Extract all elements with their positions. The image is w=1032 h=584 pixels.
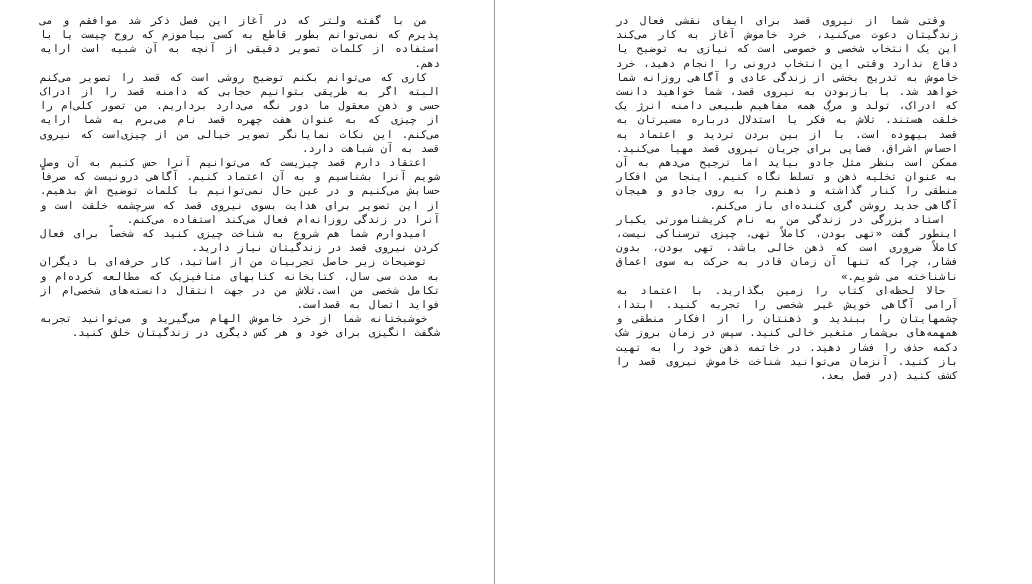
paragraph: استاد بزرگی در زندگی من به نام کریشنامورتی یکبار اینطور گفت «تهی بودن، کاملاً تهی، چیزی ترسناکی نیست، کاملاً ضروری است که ذهن خالی باشد، تهی بودن، بدون فشار، چرا که تنها آن زمان قادر به حرکت به سوی اعماق ناشناخته می شویم.»	[616, 213, 958, 283]
paragraph: توضیحات زیر حاصل تجربیات من از اساتید، کار حرفه‌ای با دیگران به مدت سی سال، کتابخانه کتابهای متافیزیک که مطالعه کرده‌ام و تکامل شخصی من است.تلاش من در جهت انتقال دانسته‌های شخصی‌ام از فواید اتصال به قصداست.	[40, 256, 440, 312]
paragraph: حالا لحظه‌ای کتاب را زمین بگذارید. با اعتماد به آرامی آگاهی خویش غیر شخصی را تجربه کنید. ابتدا، چشمهایتان را ببندید و ذهنتان را از افکار منطقی و همهمه‌های بی‌شمار متغیر خالی کنید. سپس در زمان بروز شک دکمه حذف را فشار دهید. در خاتمه ذهن خود را به تهیت باز کنید. آنزمان می‌توانید شناخت خاموش نیروی قصد را کشف کنید (در فصل بعد،	[616, 284, 958, 383]
paragraph: خوشبختانه شما از خرد خاموش الهام می‌گیرید و می‌توانید تجربه شگفت انگیزی برای خود و هر کس دیگری در زندگیتان خلق کنید.	[40, 313, 440, 340]
paragraph: من با گفته ولتر که در آغاز این فصل ذکر شد موافقم و می پذیرم که نمی‌توانم بطور قاطع به کسی بیاموزم که روح چیست یا با استفاده از کلمات تصویر دقیقی از آنچه به آن شبیه است ارایه دهم.	[40, 15, 440, 70]
page-right-text-column	[616, 14, 958, 383]
page-right	[500, 0, 1032, 584]
page-left	[0, 0, 498, 584]
paragraph: اعتقاد دارم قصد چیزیست که می‌توانیم آنرا حس کنیم به آن وصل شویم آنرا بشناسیم و به آن اعتماد کنیم. آگاهی درونیست که صرفاً حسابش می‌کنیم و در عین حال نمی‌توانیم با کلمات توضیح اش بدهیم. از این تصویر برای هدایت بسوی نیروی قصد که سرچشمه خلقت است و آنرا در زندگی روزانه‌ام فعال می‌کند استفاده می‌کنم.	[40, 157, 440, 226]
paragraph: امیدوارم شما هم شروع به شناخت چیزی کنید که شخصاً برای فعال کردن نیروی قصد در زندگیتان نیاز دارید.	[40, 228, 440, 255]
paragraph: وقتی شما از نیروی قصد برای ایفای نقشی فعال در زندگیتان دعوت می‌کنید، خرد خاموش آغاز به کار می‌کند این یک انتخاب شخصی و خصوصی است که نیازی به توضیح یا دفاع ندارد وقتی این انتخاب درونی را انجام دهید، خرد خاموش به تدریج بخشی از زندگی عادی و آگاهی روزانه شما خواهد شد. با بازبودن به نیروی قصد، شما خواهید دانست که ادراک، تولد و مرگ همه مفاهیم طبیعی دامنه انرژ یک خلقت هستند. تلاش به فکر یا استدلال درباره مسیرتان به قصد بیهوده است. با از بین بردن تردید و اعتماد به احساس اشراق، فضایی برای جریان نیروی قصد مهیا می‌کنید. ممکن است بنظر مثل جادو بیاید اما ترجیح می‌دهم به آن به عنوان تخلیه ذهن و تسلط نگاه کنیم. اینجا من افکار منطقی را کنار گذاشته و ذهنم را به روی جادو و هیجان آگاهی جدید روشن گری کننده‌ای باز می‌کنم.	[616, 15, 958, 212]
page-left-text-column	[40, 14, 440, 341]
paragraph: کاری که می‌توانم بکنم توضیح روشی است که قصد را تصویر می‌کنم البته اگر به طریقی بتوانیم حجابی که دامنه قصد را از ادراک حسی و ذهن معقول ما دور نگه می‌دارد برداریم. من تصور کلی‌ام را از چیزی که به عنوان هفت چهره قصد نام می‌برم به شما ارایه می‌کنم. این نکات نمایانگر تصویر خیالی من از چیزی‌است که نیروی قصد به آن شباهت دارد.	[40, 71, 440, 155]
